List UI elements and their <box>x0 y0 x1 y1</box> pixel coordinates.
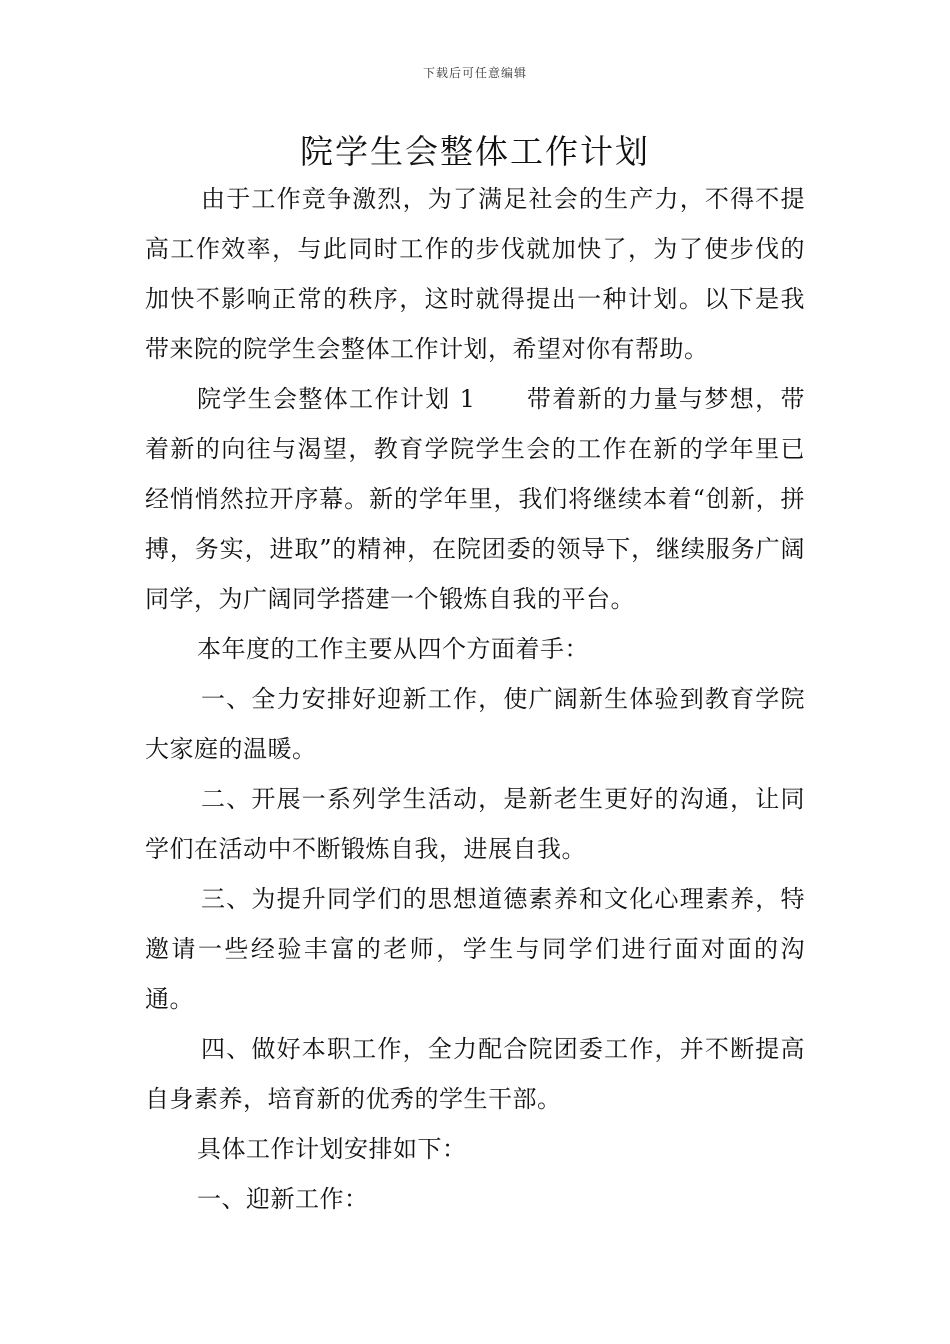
paragraph-item-2: 二、开展一系列学生活动，是新老生更好的沟通，让同学们在活动中不断锻炼自我，进展自我。 <box>145 785 805 863</box>
paragraph-four-aspects: 本年度的工作主要从四个方面着手： <box>197 635 589 663</box>
paragraph-item-1: 一、全力安排好迎新工作，使广阔新生体验到教育学院大家庭的温暖。 <box>145 685 805 763</box>
document-title: 院学生会整体工作计划 <box>300 132 650 171</box>
paragraph-item-3: 三、为提升同学们的思想道德素养和文化心理素养，特邀请一些经验丰富的老师，学生与同学们进行面对面的沟通。 <box>145 885 805 1013</box>
document-body <box>145 174 805 1224</box>
paragraph-section-heading: 一、迎新工作： <box>197 1185 369 1213</box>
header-note: 下载后可任意编辑 <box>422 66 527 80</box>
paragraph-item-4: 四、做好本职工作，全力配合院团委工作，并不断提高自身素养，培育新的优秀的学生干部。 <box>145 1035 805 1113</box>
paragraph-plan-1: 院学生会整体工作计划 1 带着新的力量与梦想，带着新的向往与渴望，教育学院学生会的工作在新的学年里已经悄悄然拉开序幕。新的学年里，我们将继续本着“创新，拼搏，务实，进取”的精神，在院团委的领导下，继续服务广阔同学，为广阔同学搭建一个锻炼自我的平台。 <box>145 385 805 613</box>
paragraph-schedule-intro: 具体工作计划安排如下： <box>197 1135 467 1163</box>
paragraph-intro: 由于工作竞争激烈，为了满足社会的生产力，不得不提高工作效率，与此同时工作的步伐就加快了，为了使步伐的加快不影响正常的秩序，这时就得提出一种计划。以下是我带来院的院学生会整体工作计划，希望对你有帮助。 <box>145 185 805 363</box>
